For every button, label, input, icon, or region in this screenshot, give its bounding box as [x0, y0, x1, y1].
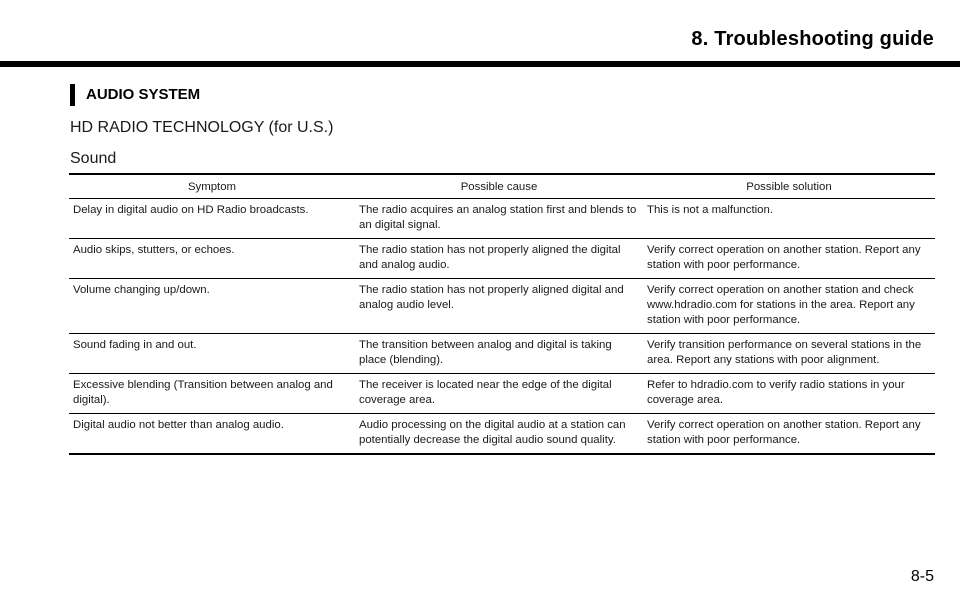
cell-solution: Verify correct operation on another station. Report any station with poor performance. [647, 419, 921, 446]
cell-cause: The radio station has not properly aligned the digital and analog audio. [355, 239, 643, 279]
header-possible-solution: Possible solution [643, 174, 935, 199]
cell-cause: Audio processing on the digital audio at a station can potentially decrease the digital audio sound quality. [359, 419, 626, 446]
section-title: AUDIO SYSTEM [86, 86, 201, 103]
cell-symptom: Digital audio not better than analog audio. [73, 419, 284, 431]
page-number: 8-5 [910, 568, 934, 585]
table-row [69, 334, 935, 374]
cell-solution: Verify correct operation on another station. Report any station with poor performance. [643, 239, 935, 279]
subheading-sound: Sound [70, 150, 117, 167]
cell-cause: The radio acquires an analog station first and blends to an digital signal. [355, 199, 643, 239]
troubleshooting-table [69, 173, 935, 455]
cell-symptom: Volume changing up/down. [69, 279, 355, 334]
cell-symptom: Sound fading in and out. [69, 334, 355, 374]
cell-solution: This is not a malfunction. [643, 199, 935, 239]
table-row [69, 239, 935, 279]
section-marker [70, 84, 75, 106]
cell-symptom: Excessive blending (Transition between analog and digital). [69, 374, 355, 414]
table-row [69, 279, 935, 334]
subheading-hd-radio: HD RADIO TECHNOLOGY (for U.S.) [70, 119, 334, 136]
header-rule [0, 61, 960, 67]
header-symptom: Symptom [69, 174, 355, 199]
cell-symptom: Delay in digital audio on HD Radio broadcasts. [69, 199, 355, 239]
cell-solution: Verify correct operation on another station and check www.hdradio.com for stations in the area. Report any station with poor performance. [643, 279, 935, 334]
cell-solution: Verify transition performance on several stations in the area. Report any stations with poor alignment. [643, 334, 935, 374]
header-possible-cause: Possible cause [355, 174, 643, 199]
cell-cause: The radio station has not properly aligned digital and analog audio level. [355, 279, 643, 334]
chapter-title: 8. Troubleshooting guide [691, 28, 934, 50]
cell-solution: Refer to hdradio.com to verify radio stations in your coverage area. [643, 374, 935, 414]
cell-symptom: Audio skips, stutters, or echoes. [69, 239, 355, 279]
table-row [69, 199, 935, 239]
cell-cause: The receiver is located near the edge of the digital coverage area. [355, 374, 643, 414]
table-row [69, 414, 935, 455]
cell-cause: The transition between analog and digital is taking place (blending). [355, 334, 643, 374]
table-row [69, 374, 935, 414]
table-header-row [69, 174, 935, 199]
